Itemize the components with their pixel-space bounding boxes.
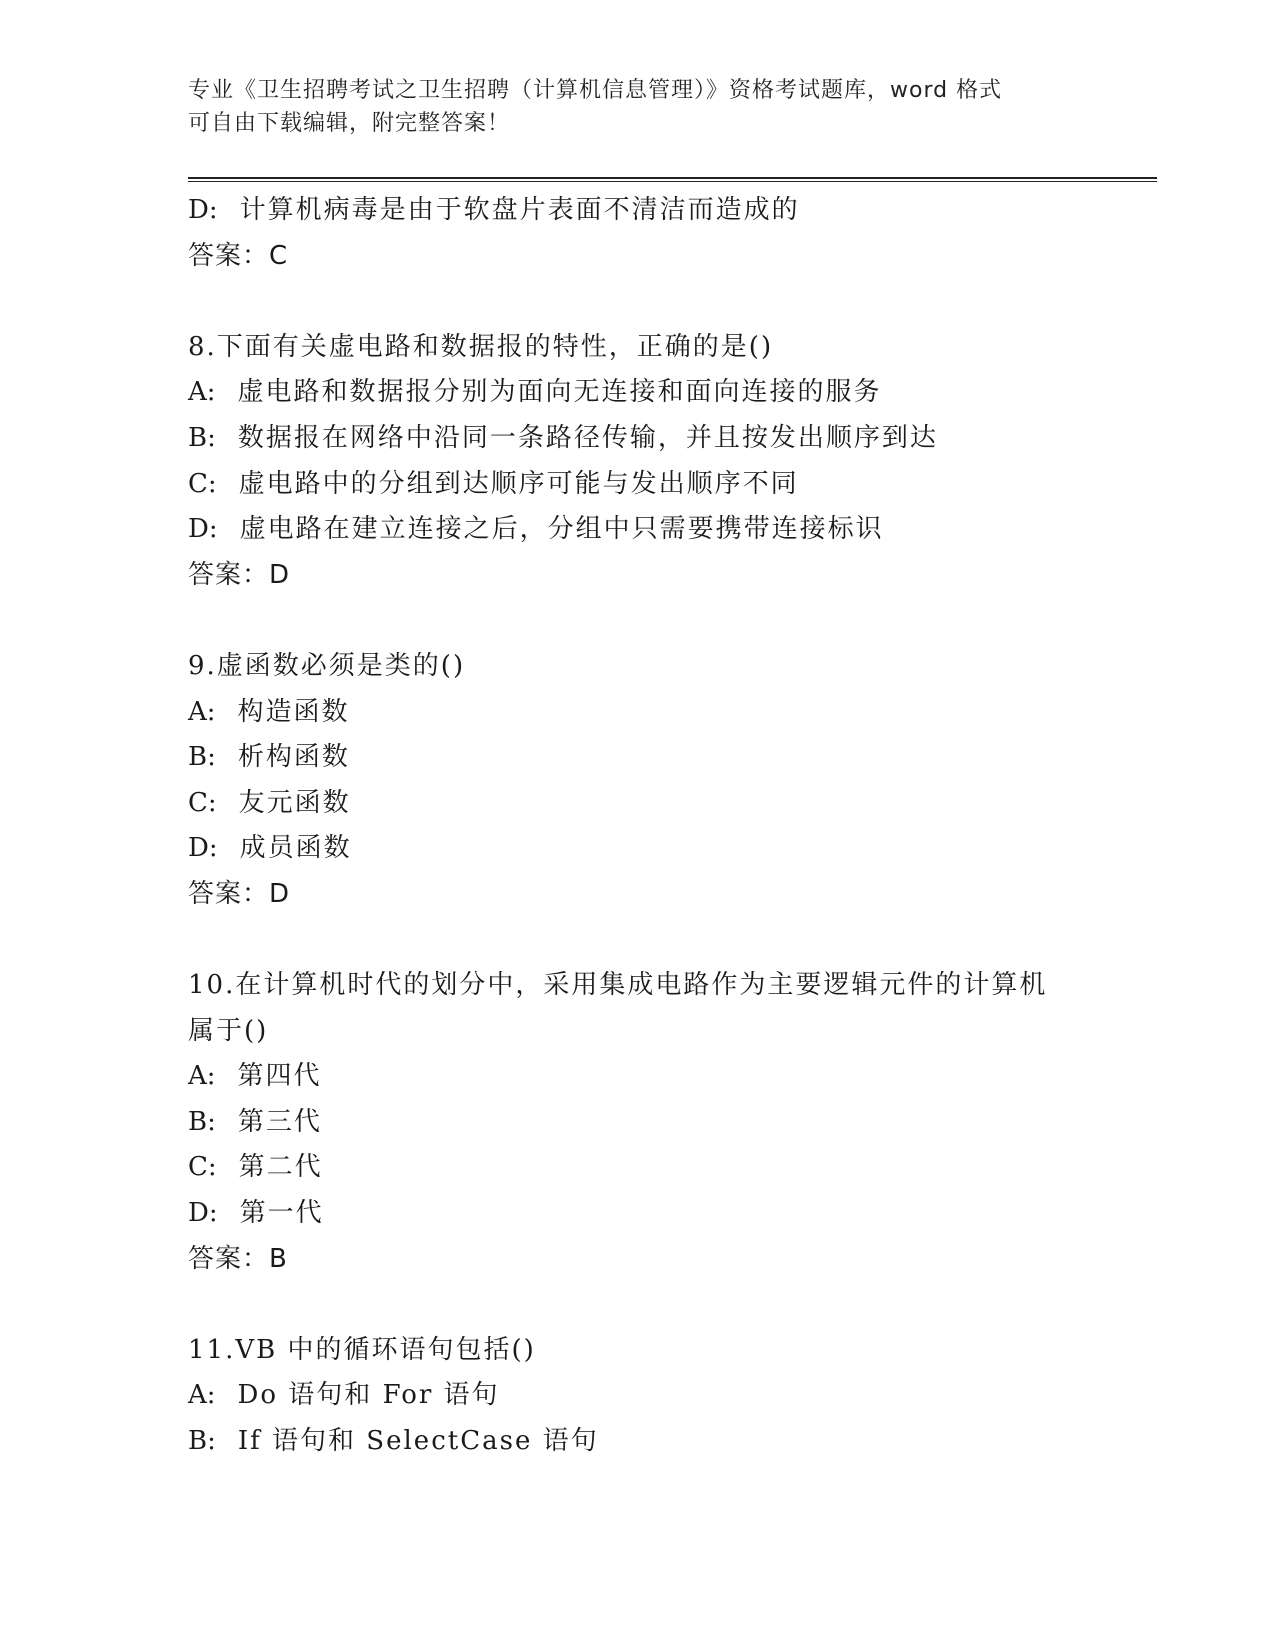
option-text: 虚电路和数据报分别为面向无连接和面向连接的服务 — [237, 377, 882, 408]
header-divider-thin — [188, 181, 1157, 182]
option-letter: D: — [188, 514, 218, 545]
option-letter: B: — [188, 1426, 216, 1457]
question-block — [188, 644, 1148, 918]
option-letter: D: — [188, 195, 218, 225]
option-letter: C: — [188, 468, 217, 499]
answer-option — [188, 416, 1148, 462]
option-letter: A: — [188, 377, 216, 408]
question-list — [188, 188, 1148, 1465]
answer-option — [188, 370, 1148, 416]
option-text: 数据报在网络中沿同一条路径传输，并且按发出顺序到达 — [237, 422, 938, 453]
answer-option — [188, 1419, 1148, 1465]
option-text: 第一代 — [239, 1198, 324, 1229]
question-block — [188, 325, 1148, 599]
question-stem: 10.在计算机时代的划分中，采用集成电路作为主要逻辑元件的计算机 — [188, 970, 1048, 1001]
option-letter: C: — [188, 787, 217, 818]
question-block — [188, 1328, 1148, 1465]
answer-option — [188, 735, 1148, 781]
answer-option — [188, 188, 1148, 234]
question-block — [188, 963, 1148, 1282]
option-text: 虚电路中的分组到达顺序可能与发出顺序不同 — [238, 468, 799, 499]
option-letter: B: — [188, 742, 216, 773]
option-text: Do 语句和 For 语句 — [237, 1380, 500, 1411]
option-letter: D: — [188, 833, 218, 864]
option-text: 友元函数 — [238, 787, 351, 818]
answer-option — [188, 781, 1148, 827]
option-text: 第三代 — [237, 1106, 322, 1137]
option-letter: A: — [188, 696, 216, 727]
option-text: 虚电路在建立连接之后，分组中只需要携带连接标识 — [239, 514, 884, 545]
header-divider-thick — [188, 177, 1157, 179]
answer-option — [188, 826, 1148, 872]
question-spacer — [188, 279, 1148, 325]
answer-option — [188, 1373, 1148, 1419]
answer-option — [188, 1145, 1148, 1191]
answer-key: 答案：C — [188, 240, 289, 271]
option-letter: D: — [188, 1198, 218, 1229]
option-text: 第二代 — [238, 1152, 323, 1183]
option-text: 构造函数 — [237, 696, 350, 727]
answer-option — [188, 507, 1148, 553]
option-text: If 语句和 SelectCase 语句 — [237, 1426, 599, 1457]
question-spacer — [188, 598, 1148, 644]
option-letter: A: — [188, 1380, 216, 1411]
question-stem: 9.虚函数必须是类的() — [188, 650, 466, 681]
option-letter: A: — [188, 1061, 216, 1092]
answer-option — [188, 1054, 1148, 1100]
answer-option — [188, 1191, 1148, 1237]
question-stem: 8.下面有关虚电路和数据报的特性，正确的是() — [188, 331, 774, 362]
question-spacer — [188, 918, 1148, 964]
option-letter: B: — [188, 422, 216, 453]
header-line-2: 可自由下载编辑，附完整答案！ — [188, 111, 511, 136]
option-letter: B: — [188, 1106, 216, 1137]
option-text: 计算机病毒是由于软盘片表面不清洁而造成的 — [239, 195, 800, 225]
answer-key: 答案：B — [188, 1243, 288, 1274]
option-text: 析构函数 — [237, 742, 350, 773]
question-stem: 11.VB 中的循环语句包括() — [188, 1334, 536, 1365]
question-spacer — [188, 1282, 1148, 1328]
answer-key: 答案：D — [188, 559, 291, 590]
question-block — [188, 188, 1148, 279]
answer-key: 答案：D — [188, 878, 291, 909]
option-letter: C: — [188, 1152, 217, 1183]
answer-option — [188, 690, 1148, 736]
option-text: 第四代 — [237, 1061, 322, 1092]
answer-option — [188, 1100, 1148, 1146]
question-stem: 属于() — [188, 1015, 269, 1046]
answer-option — [188, 462, 1148, 508]
header-line-1: 专业《卫生招聘考试之卫生招聘（计算机信息管理）》资格考试题库，word 格式 — [188, 78, 1003, 103]
document-header — [188, 74, 1068, 140]
option-text: 成员函数 — [239, 833, 352, 864]
